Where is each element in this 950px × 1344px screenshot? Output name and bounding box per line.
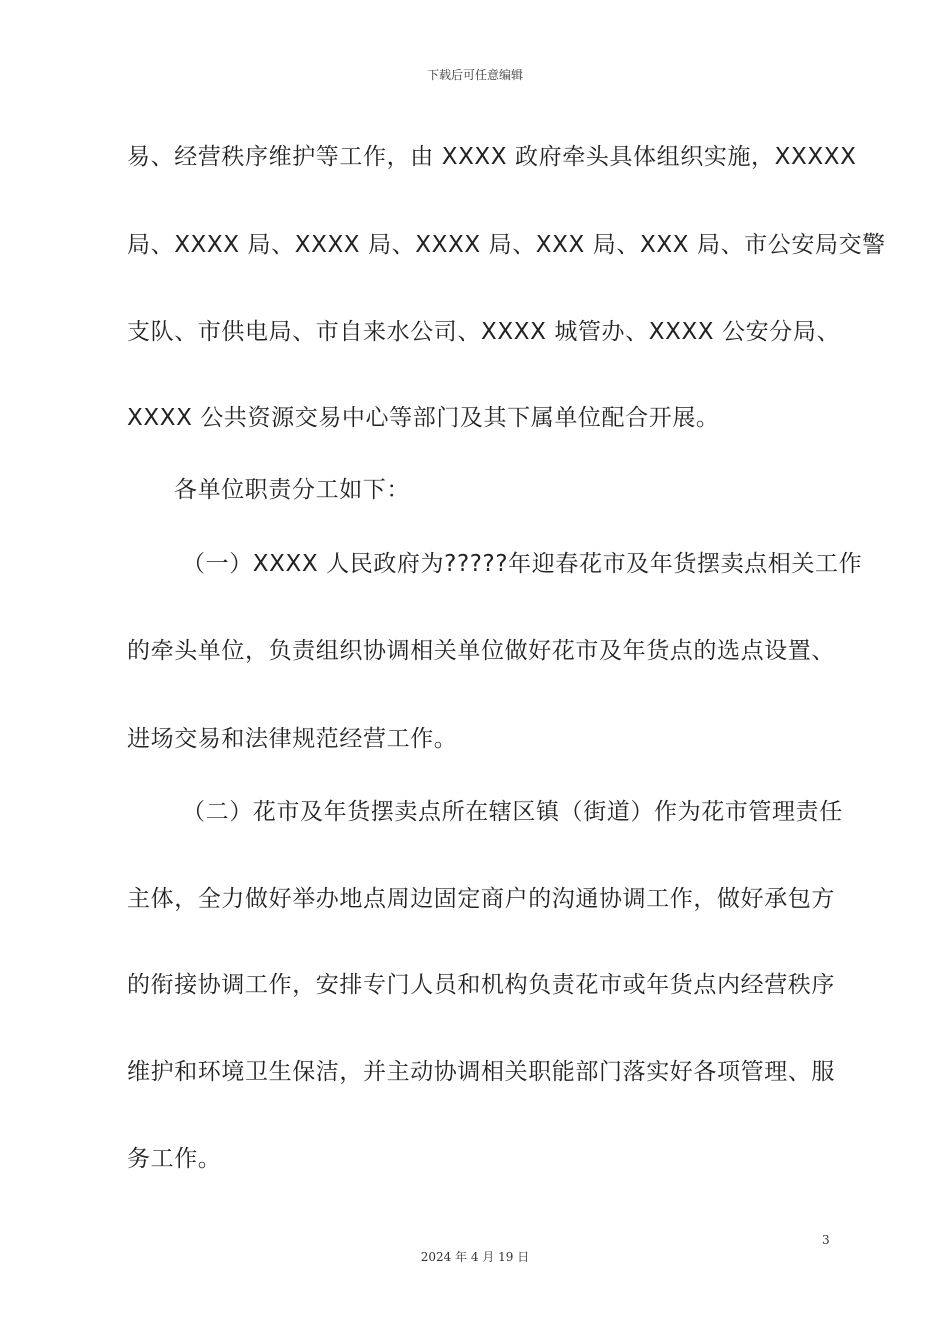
paragraph-line: （二）花市及年货摆卖点所在辖区镇（街道）作为花市管理责任 <box>182 799 843 825</box>
section-intro: 各单位职责分工如下： <box>174 477 410 503</box>
paragraph-line: 进场交易和法律规范经营工作。 <box>127 726 458 752</box>
page-header: 下载后可任意编辑 <box>426 68 523 82</box>
paragraph-line: 易、经营秩序维护等工作，由 XXXX 政府牵头具体组织实施，XXXXX <box>127 144 857 170</box>
paragraph-line: XXXX 公共资源交易中心等部门及其下属单位配合开展。 <box>127 405 720 431</box>
paragraph-line: 主体，全力做好举办地点周边固定商户的沟通协调工作，做好承包方 <box>127 886 835 912</box>
page-number: 3 <box>822 1233 830 1247</box>
paragraph-line: 务工作。 <box>127 1146 222 1172</box>
paragraph-line: 的牵头单位，负责组织协调相关单位做好花市及年货点的选点设置、 <box>127 638 835 664</box>
paragraph-line: 局、XXXX 局、XXXX 局、XXXX 局、XXX 局、XXX 局、市公安局交警 <box>127 232 886 258</box>
paragraph-line: 支队、市供电局、市自来水公司、XXXX 城管办、XXXX 公安分局、 <box>127 319 841 345</box>
paragraph-line: 的衔接协调工作，安排专门人员和机构负责花市或年货点内经营秩序 <box>127 972 835 998</box>
page-footer-date: 2024 年 4 月 19 日 <box>420 1250 530 1264</box>
paragraph-line: （一）XXXX 人民政府为?????年迎春花市及年货摆卖点相关工作 <box>182 551 863 577</box>
paragraph-line: 维护和环境卫生保洁，并主动协调相关职能部门落实好各项管理、服 <box>127 1059 835 1085</box>
